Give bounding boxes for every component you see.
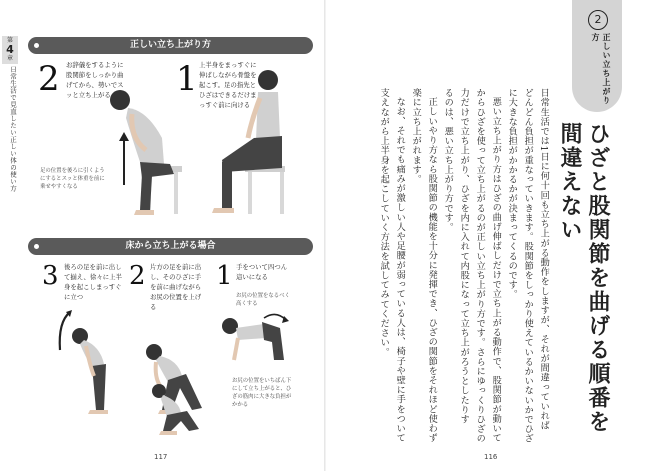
step-text: お辞儀をするように股関節をしっかり曲げてから、勢いでスッと立ち上がる [66,61,124,99]
note-foot-position: 足の位置を後ろに引くようにするとスッと体重を前に乗せやすくなる [40,168,105,191]
body-line: 楽に立ち上がれます。 [410,88,422,184]
section-number-circle: 2 [588,10,608,30]
body-line: 日常生活では1日に何十回も立ち上がる動作をしますが、それが間違っていれば [538,88,550,431]
note-knee-strain: お尻の位置をいちばん下にして立ち上がると、ひざの筋肉に大きな負担がかかる [232,378,292,409]
section-title: 正しい立ち上がり方 [129,40,211,50]
arrow-up-icon [119,132,129,141]
photo-bad-squat [141,381,213,436]
bullet-dot [34,244,39,249]
step-number: 2 [129,261,146,291]
arrow-shaft [123,140,125,185]
body-line: 力だけで立ち上がり、ひざを内に入れて内股になって立ち上がろうとしたりす [458,88,470,424]
photo-floor-step-1 [214,302,294,367]
body-line: どんどん負担が重なっていきます。股関節をしっかり使えているかいないかでひざ [522,88,534,444]
section-header-floor-standing [28,238,313,255]
body-line: 正しいやり方なら股関節の機能を十分に発揮でき、ひざの関節をそれほど使わず [426,97,438,443]
body-line: 悪い立ち上がり方はひざの曲げ伸ばしだけで立ち上がる動作で、股関節が動いて [490,97,502,443]
section-header-correct-standing [28,37,313,54]
photo-floor-step-3 [56,310,126,420]
page-number-left: 117 [154,453,168,461]
page-number-right: 116 [484,453,498,461]
chapter-suffix: 章 [6,54,13,62]
headline-line-2: 間違えない [557,122,582,242]
section-tab [572,0,622,112]
chapter-label: 第 [6,37,13,44]
step-text: 後ろの足を前に出して揃え、徐々に上半身を起こしまっすぐに立つ [64,263,122,301]
body-line: に大きな負担がかかるかが決まってくるのです。 [506,88,518,300]
photo-upright-seated [210,68,300,223]
body-line: 支えながら上半身を起こしていく方法を試してみてください。 [378,88,390,357]
body-line: なお、それでも痛みが激しい人や足腰が弱っている人は、椅子や壁に手をついて [394,97,406,443]
section-tab-name: 正しい立ち上がり方 [591,33,611,105]
step-number: 1 [216,261,233,291]
chapter-number: 4 [6,43,14,57]
photo-bending-forward [92,78,192,223]
body-line: るのは、悪い立ち上がり方です。 [442,88,454,232]
section-title: 床から立ち上がる場合 [125,241,216,251]
chapter-title: 日常生活で見直したい正しい体の使い方 [9,66,17,192]
headline-line-1: ひざと股関節を曲げる順番を [585,122,610,434]
bullet-dot [34,43,39,48]
step-number: 1 [176,59,198,99]
step-text: 片方の足を前に出し、そのひざに手を前に曲げながらお尻の位置を上げる [150,263,202,311]
step-number: 2 [38,59,60,99]
step-text: 手をついて四つん這いになる [236,263,288,281]
book-gutter [324,0,326,471]
step-text: 上半身をまっすぐに伸ばしながら骨盤を起こす。足の指先とひざはできるだけまっすぐ前に向ける [199,61,257,109]
step-number: 3 [42,261,59,291]
note-hip-high: お尻の位置をなるべく高くする [236,293,290,308]
body-line: からひざを使って立ち上がるのが正しい立ち上がり方です。さらにゆっくりひざの [474,88,486,444]
chapter-badge [2,36,18,64]
